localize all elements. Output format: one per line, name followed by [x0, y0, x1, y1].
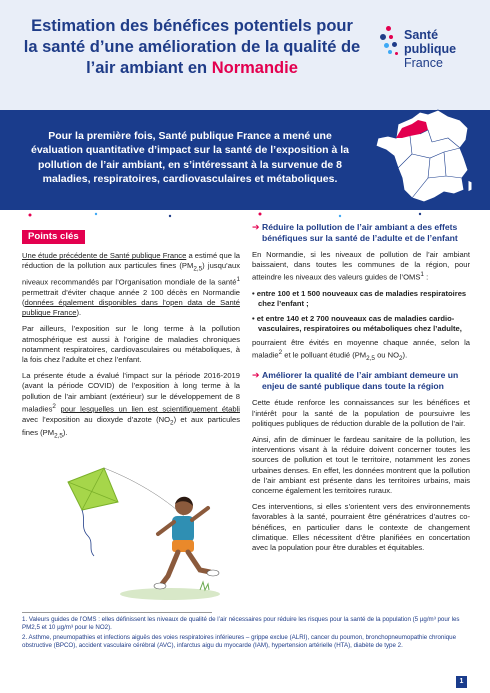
- no2-subscript: 2: [170, 419, 174, 427]
- right-paragraph-1: [252, 250, 470, 283]
- p3-text-d: ).: [62, 428, 68, 438]
- page-title: [22, 16, 362, 79]
- intro-text: Pour la première fois, Santé publique France a mené une évaluation quantitative d’impact sur la santé de l’exposition à la pollution de l’air ambiant, en s’intéressant à la survenue de 8 maladies, respiratoires, cardiovasculaires et métaboliques.: [31, 130, 349, 186]
- bullet-1-text: entre 100 et 1 500 nouveaux cas de maladies respiratoires chez l’enfant ;: [256, 289, 467, 309]
- p3-text-a: La présente étude a évalué l’impact sur la période 2016-2019 (avant la période COVID) de l’exposition à long terme à la pollution de l’air ambiant (extérieur) sur le développement de 8 maladies: [22, 371, 240, 414]
- decorative-dots-strip: [0, 210, 490, 220]
- heading-2-text: Améliorer la qualité de l’air ambiant demeure un enjeu de santé publique dans toute la région: [262, 370, 459, 392]
- rp1-text: En Normandie, si les niveaux de pollution de l’air ambiant baissaient, dans toutes les communes de la région, pour atteindre les niveaux des valeurs guides de l’OMS: [252, 250, 470, 282]
- title-text: Estimation des bénéfices potentiels pour la santé d’une amélioration de la qualité de l’air ambiant en: [23, 17, 361, 77]
- logo-text: [404, 28, 456, 70]
- footnote-ref-2b: 2: [278, 349, 283, 357]
- p3-text-b: avec l’exposition au dioxyde d’azote (NO: [22, 414, 171, 424]
- footnote-ref-1b: 1: [420, 271, 424, 279]
- pm-subscript-3: 2,5: [366, 355, 375, 363]
- sante-publique-france-logo: [380, 26, 480, 86]
- bullet-adults: • et entre 140 et 2 700 nouveaux cas de maladies cardio-vasculaires, respiratoires ou métaboliques chez l’adulte,: [252, 313, 462, 333]
- scientific-link[interactable]: pour lesquelles un lien est scientifiquement établi: [60, 404, 240, 414]
- footnote-1: 1. Valeurs guides de l’OMS : elles définissent les niveaux de qualité de l’air nécessaires pour réduire les risques pour la santé de la population (5 µg/m³ pour les PM2,5 et 10 µg/m³ pour le NO2).: [22, 616, 460, 631]
- page-number: 1: [456, 676, 467, 688]
- rp2-text-c: ou NO: [374, 350, 400, 360]
- rp2-text-b: et le polluant étudié (PM: [282, 350, 367, 360]
- pm-subscript-2: 2,5: [54, 432, 63, 440]
- bullet-2-text: et entre 140 et 2 700 nouveaux cas de maladies cardio-vasculaires, respiratoires ou métaboliques chez l’adulte,: [256, 313, 462, 333]
- no2-subscript-2: 2: [399, 355, 403, 363]
- rp2-text-d: ).: [402, 350, 408, 360]
- right-column: [252, 222, 470, 559]
- p1-text-b: ) jusqu’aux niveaux recommandés par l’Organisation mondiale de la santé: [22, 261, 240, 287]
- header-banner: [0, 0, 490, 110]
- p1-text-d: ).: [76, 308, 82, 318]
- pm-subscript: 2,5: [193, 265, 203, 273]
- child-kite-illustration: [60, 462, 232, 602]
- p1-text-a: a estimé que la réduction de la pollution aux particules fines (PM: [22, 251, 240, 271]
- rp1-end: :: [423, 272, 429, 282]
- bullet-children: • entre 100 et 1 500 nouveaux cas de maladies respiratoires chez l’enfant ;: [252, 289, 467, 309]
- rp2-text-a: pourraient être évités en moyenne chaque année, selon la maladie: [252, 337, 470, 360]
- logo-line-3: France: [404, 56, 443, 70]
- title-region: Normandie: [211, 59, 298, 77]
- left-paragraph-3: [22, 371, 240, 442]
- france-map-icon: [368, 98, 486, 216]
- footnote-ref-2: 2: [52, 402, 56, 410]
- right-paragraph-4: Ainsi, afin de diminuer le fardeau sanitaire de la pollution, les interventions visant à la réduire doivent concerner toutes les sources de pollution et tout le territoire, notamment les zones urbaines denses. En effet, les données montrent que la pollution de l’air ambiant est présente dans les territoires urbains, mais concerne également les territoires ruraux.: [252, 435, 470, 496]
- footnote-divider: [22, 612, 212, 613]
- previous-study-link[interactable]: Une étude précédente de Santé publique France: [22, 251, 187, 261]
- right-paragraph-5: Ces interventions, si elles s’orientent vers des environnements favorables à la santé, pourraient être génératrices d’autres co-bénéfices, en particulier dans le contexte de changement climatique. Elles nécessitent d’être planifiées en concertation avec la population pour être durables et équitables.: [252, 502, 470, 553]
- heading-air-quality: [252, 370, 470, 392]
- heading-reduce-pollution: [252, 222, 470, 244]
- heading-1-text: Réduire la pollution de l’air ambiant a des effets bénéfiques sur la santé de l’adulte et de l’enfant: [262, 222, 458, 243]
- footnote-ref-1: 1: [236, 276, 240, 284]
- p3-text-c: ) et aux particules fines (PM: [22, 414, 241, 438]
- arrow-right-icon: ➔: [252, 222, 260, 232]
- left-paragraph-1: [22, 251, 240, 318]
- logo-line-2: publique: [404, 42, 457, 56]
- arrow-right-icon-2: ➔: [252, 370, 260, 381]
- open-data-link[interactable]: données également disponibles dans l’open data de Santé publique France: [22, 298, 240, 318]
- left-paragraph-2: Par ailleurs, l’exposition sur le long terme à la pollution atmosphérique est aussi à l’origine de maladies chroniques notamment respiratoires, cardiovasculaires ou métaboliques, à la fois chez l’adulte et chez l’enfant.: [22, 324, 240, 365]
- footnote-2: 2. Asthme, pneumopathies et infections aiguës des voies respiratoires inférieures – grippe exclue (ALRI), cancer du poumon, bronchopneumopathie chronique obstructive (BPCO), accident vasculaire cérébral (AVC), infarctus aigu du myocarde (IAM), hypertension artérielle (HTA), diabète de type 2.: [22, 634, 457, 649]
- right-paragraph-3: Cette étude renforce les connaissances sur les bénéfices et l’intérêt pour la santé de la population de poursuivre les politiques publiques de réduction durable de la pollution de l’air.: [252, 398, 470, 428]
- logo-line-1: Santé: [404, 28, 439, 42]
- p1-text-c: permettrait d’éviter chaque année 2 100 décès en Normandie (: [22, 287, 240, 308]
- right-paragraph-2: [252, 338, 470, 364]
- key-points-badge: Points clés: [22, 230, 85, 244]
- left-column: [22, 230, 240, 448]
- footnotes: [22, 616, 472, 652]
